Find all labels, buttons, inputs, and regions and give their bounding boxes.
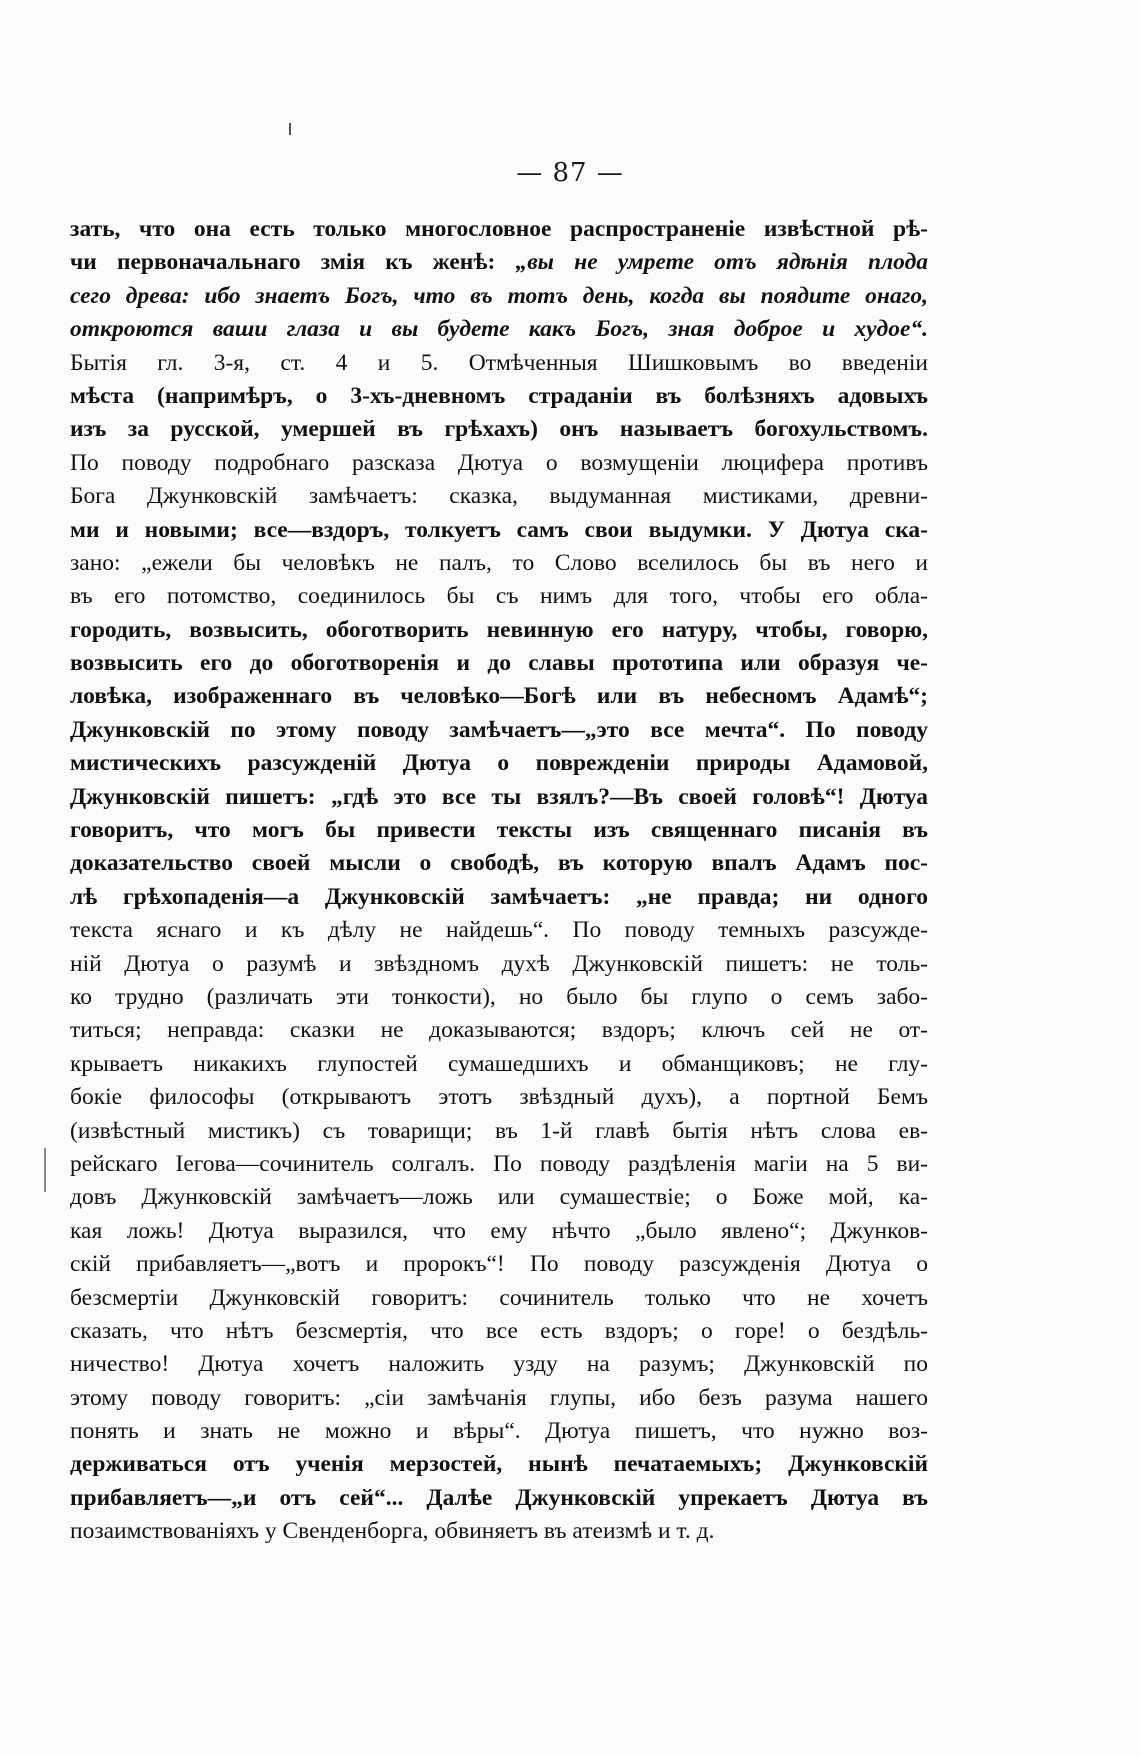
text-line [70,814,928,847]
italic-quote: „вы не умрете отъ ядѣнія плода [515,249,928,276]
text-line [70,1181,928,1214]
text-line [70,1081,928,1114]
page-number: — 87 — [516,158,624,188]
text-line [70,380,928,413]
text-segment: лѣ грѣхопаденія—а Джунковскій замѣчаетъ: „не правда; ни одного [70,883,928,910]
text-segment: говоритъ, что могъ бы привести тексты изъ священнаго писанія въ [70,817,928,844]
text-line [70,948,928,981]
text-line [70,580,928,613]
text-segment: Джунковскій пишетъ: „гдѣ это все ты взялъ?—Въ своей головѣ“! Дютуа [70,783,928,810]
text-line [70,447,928,480]
text-segment: довъ Джунковскій замѣчаетъ—ложь или сумашествіе; о Боже мой, ка- [70,1184,928,1211]
text-line [70,981,928,1014]
margin-mark [44,1148,46,1192]
body-text [70,213,928,1549]
text-line [70,1048,928,1081]
text-segment: изъ за русской, умершей въ грѣхахъ) онъ называетъ богохульствомъ. [70,416,928,443]
text-line [70,714,928,747]
text-line [70,647,928,680]
text-segment: понять и знать не можно и вѣры“. Дютуа пишетъ, что нужно воз- [70,1418,928,1445]
text-line [70,480,928,513]
text-line [70,781,928,814]
text-segment: рейскаго Іегова—сочинитель солгалъ. По поводу раздѣленія магіи на 5 ви- [70,1150,928,1177]
text-segment: Бога Джунковскій замѣчаетъ: сказка, выдуманная мистиками, древни- [70,483,928,510]
text-line [70,413,928,446]
text-segment: городить, возвысить, обоготворить невинную его натуру, чтобы, говорю, [70,616,928,643]
text-segment: крываетъ никакихъ глупостей сумашедшихъ и обманщиковъ; не глу- [70,1050,928,1077]
text-line [70,1348,928,1381]
text-segment: держиваться отъ ученія мерзостей, нынѣ печатаемыхъ; Джунковскій [70,1451,928,1478]
text-segment: мистическихъ разсужденій Дютуа о поврежденіи природы Адамовой, [70,750,928,777]
text-line [70,1215,928,1248]
text-segment: Джунковскій по этому поводу замѣчаетъ—„это все мечта“. По поводу [70,716,928,743]
text-line [70,246,928,279]
text-segment: зано: „ежели бы человѣкъ не палъ, то Слово вселилось бы въ него и [70,549,928,576]
text-segment: По поводу подробнаго разсказа Дютуа о возмущеніи люцифера противъ [70,449,928,476]
text-line [70,347,928,380]
text-segment: ми и новыми; все—вздоръ, толкуетъ самъ свои выдумки. У Дютуа ска- [70,516,928,543]
text-segment: ко трудно (различать эти тонкости), но было бы глупо о семъ забо- [70,983,928,1010]
text-segment: ловѣка, изображеннаго въ человѣко—Богѣ или въ небесномъ Адамѣ“; [70,683,928,710]
text-line [70,280,928,313]
text-line [70,1415,928,1448]
text-segment: въ его потомство, соединилось бы съ нимъ для того, чтобы его обла- [70,583,928,610]
italic-quote: сего древа: ибо знаетъ Богъ, что въ тотъ день, когда вы поядите онаго, [70,282,928,309]
text-line [70,514,928,547]
text-line [70,881,928,914]
text-segment: позаимствованіяхъ у Свенденборга, обвиняетъ въ атеизмѣ и т. д. [70,1518,715,1545]
text-segment: Бытія гл. 3-я, ст. 4 и 5. Отмѣченныя Шишковымъ во введеніи [70,349,928,376]
text-segment: зать, что она есть только многословное распространеніе извѣстной рѣ- [70,216,928,242]
text-segment: ничество! Дютуа хочетъ наложить узду на разумъ; Джунковскій по [70,1351,928,1378]
text-segment: ній Дютуа о разумѣ и звѣздномъ духѣ Джунковскій пишетъ: не толь- [70,950,928,977]
text-segment: безсмертіи Джунковскій говоритъ: сочинитель только что не хочетъ [70,1284,928,1311]
text-line [70,1248,928,1281]
text-segment: сказать, что нѣтъ безсмертія, что все есть вздоръ; о горе! о бездѣль- [70,1317,928,1344]
text-segment: прибавляетъ—„и отъ сей“... Далѣе Джунковскій упрекаетъ Дютуа въ [70,1484,928,1511]
text-line [70,680,928,713]
text-line [70,1448,928,1481]
text-line [70,914,928,947]
text-line [70,1014,928,1047]
text-segment: этому поводу говоритъ: „сіи замѣчанія глупы, ибо безъ разума нашего [70,1384,928,1411]
text-line [70,547,928,580]
italic-quote: откроются ваши глаза и вы будете какъ Богъ, зная доброе и худое“. [70,316,928,343]
text-segment: кая ложь! Дютуа выразился, что ему нѣчто „было явлено“; Джунков- [70,1217,928,1244]
text-line [70,1382,928,1415]
text-line [70,614,928,647]
text-segment: чи первоначальнаго змія къ женѣ: [70,249,516,276]
text-line [70,1148,928,1181]
text-line [70,747,928,780]
text-line [70,313,928,346]
text-segment: текста яснаго и къ дѣлу не найдешь“. По поводу темныхъ разсужде- [70,917,928,944]
text-segment: титься; неправда: сказки не доказываются; вздоръ; ключъ сей не от- [70,1017,928,1044]
text-line [70,1115,928,1148]
text-segment: скій прибавляетъ—„вотъ и пророкъ“! По поводу разсужденія Дютуа о [70,1251,928,1278]
text-line [70,847,928,880]
text-segment: (извѣстный мистикъ) съ товарищи; въ 1-й главѣ бытія нѣтъ слова ев- [70,1117,928,1144]
text-line [70,213,928,246]
text-line [70,1282,928,1315]
text-line [70,1315,928,1348]
text-segment: мѣста (напримѣръ, о 3-хъ-дневномъ страданіи въ болѣзняхъ адовыхъ [70,382,928,409]
print-mark [289,123,291,135]
text-segment: доказательство своей мысли о свободѣ, въ которую впалъ Адамъ пос- [70,850,928,877]
text-segment: бокіе философы (открываютъ этотъ звѣздный духъ), а портной Бемъ [70,1084,928,1111]
text-line [70,1515,928,1548]
text-line [70,1482,928,1515]
text-segment: возвысить его до обоготворенія и до славы прототипа или образуя че- [70,650,928,677]
